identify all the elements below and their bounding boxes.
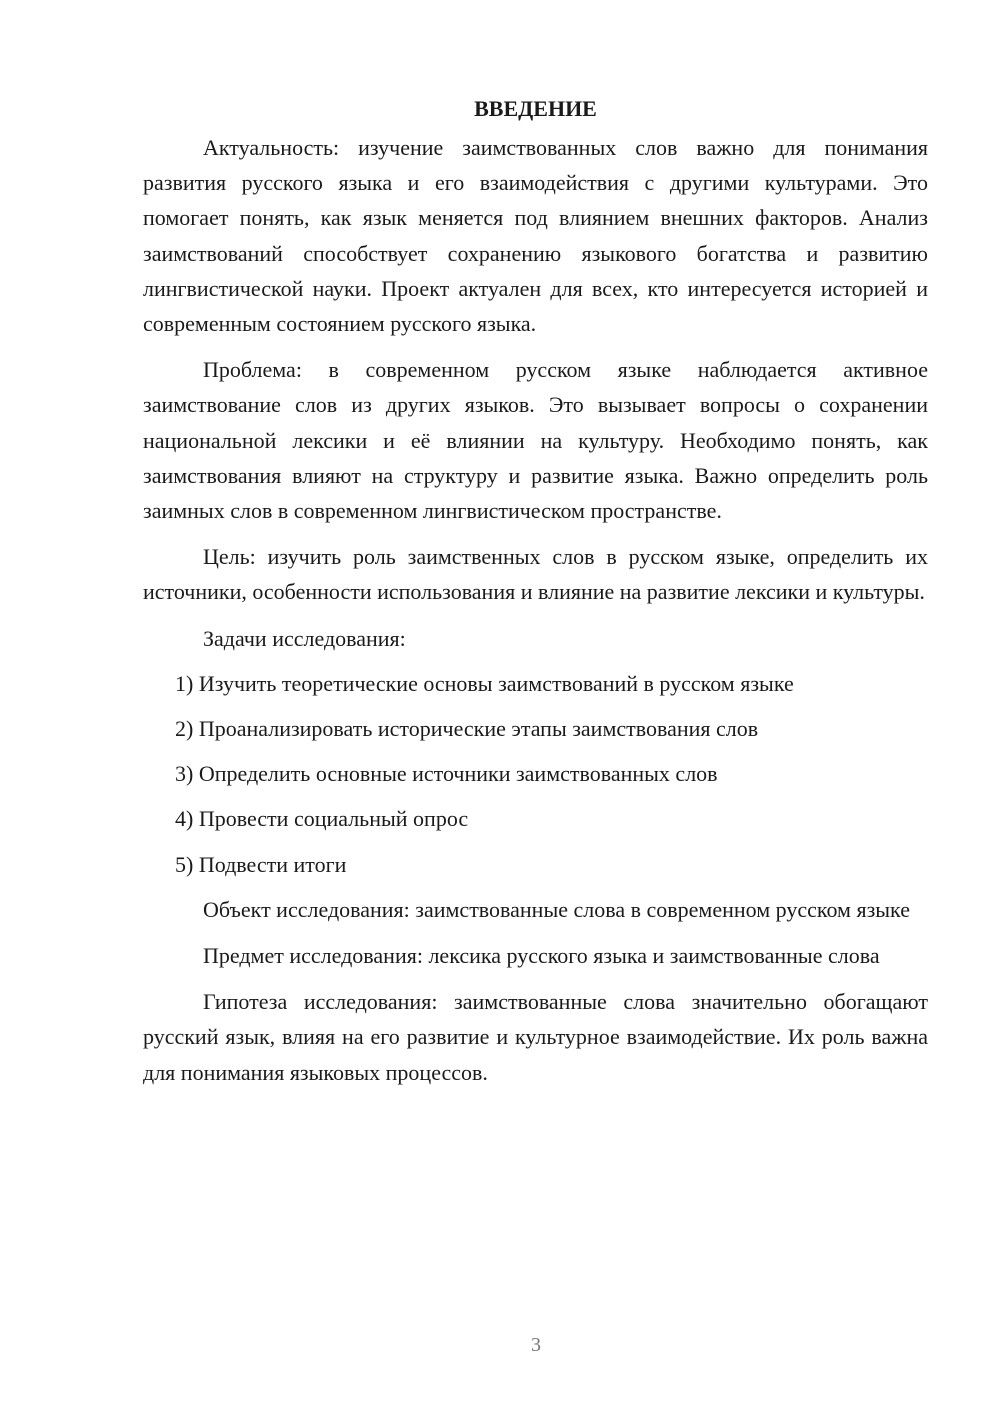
subject-paragraph: Предмет исследования: лексика русского языка и заимствованные слова xyxy=(203,943,880,969)
task-item: 1) Изучить теоретические основы заимствований в русском языке xyxy=(175,670,794,696)
object-paragraph: Объект исследования: заимствованные слова в современном русском языке xyxy=(203,896,910,922)
task-item: 3) Определить основные источники заимствованных слов xyxy=(175,761,718,787)
tasks-heading: Задачи исследования: xyxy=(203,625,406,651)
relevance-paragraph: Актуальность: изучение заимствованных слов важно для понимания развития русского языка и его взаимодействия с другими культурами. Это помогает понять, как язык меняется под влиянием внешних факторов. Анализ заимствований способствует сохранению языкового богатства и развитию лингвистической науки. Проект актуален для всех, кто интересуется историей и современным состоянием русского языка. xyxy=(143,135,928,337)
document-page xyxy=(143,92,928,1101)
page-title: ВВЕДЕНИЕ xyxy=(474,96,597,121)
goal-paragraph: Цель: изучить роль заимственных слов в русском языке, определить их источники, особенности использования и влияние на развитие лексики и культуры. xyxy=(143,544,928,605)
hypothesis-paragraph: Гипотеза исследования: заимствованные слова значительно обогащают русский язык, влияя на его развитие и культурное взаимодействие. Их роль важна для понимания языковых процессов. xyxy=(143,989,928,1085)
task-list xyxy=(143,666,928,882)
task-item: 5) Подвести итоги xyxy=(175,851,347,877)
task-item: 2) Проанализировать исторические этапы заимствования слов xyxy=(175,716,759,742)
page-number: 3 xyxy=(531,1334,541,1356)
problem-paragraph: Проблема: в современном русском языке наблюдается активное заимствование слов из других языков. Это вызывает вопросы о сохранении национальной лексики и её влиянии на культуру. Необходимо понять, как заимствования влияют на структуру и развитие языка. Важно определить роль заимных слов в современном лингвистическом пространстве. xyxy=(143,357,928,524)
task-item: 4) Провести социальный опрос xyxy=(175,806,469,832)
